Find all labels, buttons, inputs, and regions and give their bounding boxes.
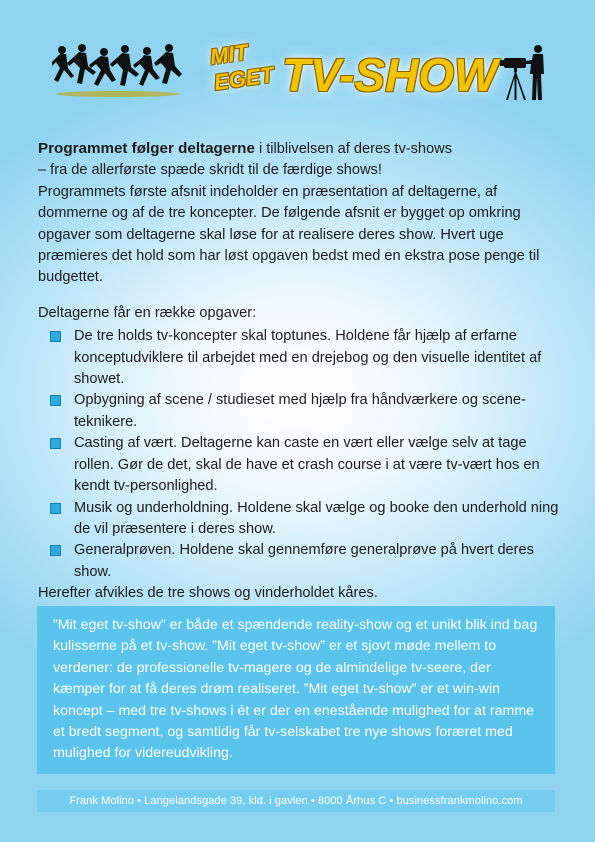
camera-operator-icon <box>500 42 550 102</box>
list-item <box>38 326 560 390</box>
logo-eget: EGET <box>212 61 276 96</box>
quote-box <box>37 606 555 774</box>
tasks-heading: Deltagerne får en række opgaver: <box>38 304 257 321</box>
list-item <box>38 390 560 433</box>
intro-paragraph: Programmets første afsnit indeholder en præsentation af deltagerne, af dommerne og af de tre koncepter. De følgende afsnit er bygget op omkring opgaver som deltagerne skal løse for at realisere deres show. Hvert uge præmieres det hold som har løst opgaven bedst med en ekstra pose penge til budgettet. <box>38 183 540 286</box>
list-item <box>38 540 560 583</box>
square-bullet-icon <box>50 545 61 556</box>
tasks-closing: Herefter afvikles de tre shows og vinderholdet kåres. <box>38 585 378 602</box>
footer-contact: Frank Molino • Langelandsgade 39, kld. i gavlen • 8000 Århus C • businessfrankmolino.com <box>69 795 523 807</box>
intro-line1: i tilblivelsen af deres tv-shows <box>254 141 453 157</box>
list-item-text: Generalprøven. Holdene skal gennemføre generalprøve på hvert deres show. <box>74 542 534 580</box>
square-bullet-icon <box>50 503 61 514</box>
main-content <box>38 138 560 605</box>
square-bullet-icon <box>50 331 61 342</box>
list-item-text: Opbygning af scene / studieset med hjælp fra håndværkere og scene-teknikere. <box>74 392 526 430</box>
quote-text: ”Mit eget tv-show” er både et spændende reality-show og et unikt blik ind bag kulisserne på et tv-show. ”Mit eget tv-show” er et sjovt møde mellem to verdener: de professionelle tv-magere og de almindelige tv-seere, der kæmper for at få deres drøm realiseret. ”Mit eget tv-show” er et win-win koncept – med tre tv-shows i ét er der en enestående mulighed for at ramme et bredt segment, og samtidig får tv-selskabet tre nye shows foræret med mulighed for videreudvikling. <box>53 617 538 762</box>
list-item-text: Casting af vært. Deltagerne kan caste en vært eller vælge selv at tage rollen. Gør de det, skal de have et crash course i at være tv-vært hos en kendt tv-personlighed. <box>74 435 540 495</box>
show-logo <box>200 38 498 110</box>
intro-text <box>38 138 560 289</box>
footer-bar <box>37 790 555 812</box>
list-item-text: Musik og underholdning. Holdene skal vælge og booke den underhold ning de vil præsentere i deres show. <box>74 499 559 537</box>
intro-lead: Programmet følger deltagerne <box>38 140 255 157</box>
logo-tv-show: TV-SHOW <box>282 49 498 101</box>
runners-silhouette-icon <box>52 42 184 100</box>
intro-line2: – fra de allerførste spæde skridt til de færdige shows! <box>38 162 382 179</box>
list-item <box>38 498 560 541</box>
square-bullet-icon <box>50 395 61 406</box>
square-bullet-icon <box>50 438 61 449</box>
tasks-list <box>38 326 560 583</box>
list-item-text: De tre holds tv-koncepter skal toptunes. Holdene får hjælp af erfarne konceptudviklere til arbejdet med en drejebog og den visuelle identitet af showet. <box>74 328 542 388</box>
logo-mit: MIT <box>208 39 250 70</box>
list-item <box>38 433 560 497</box>
